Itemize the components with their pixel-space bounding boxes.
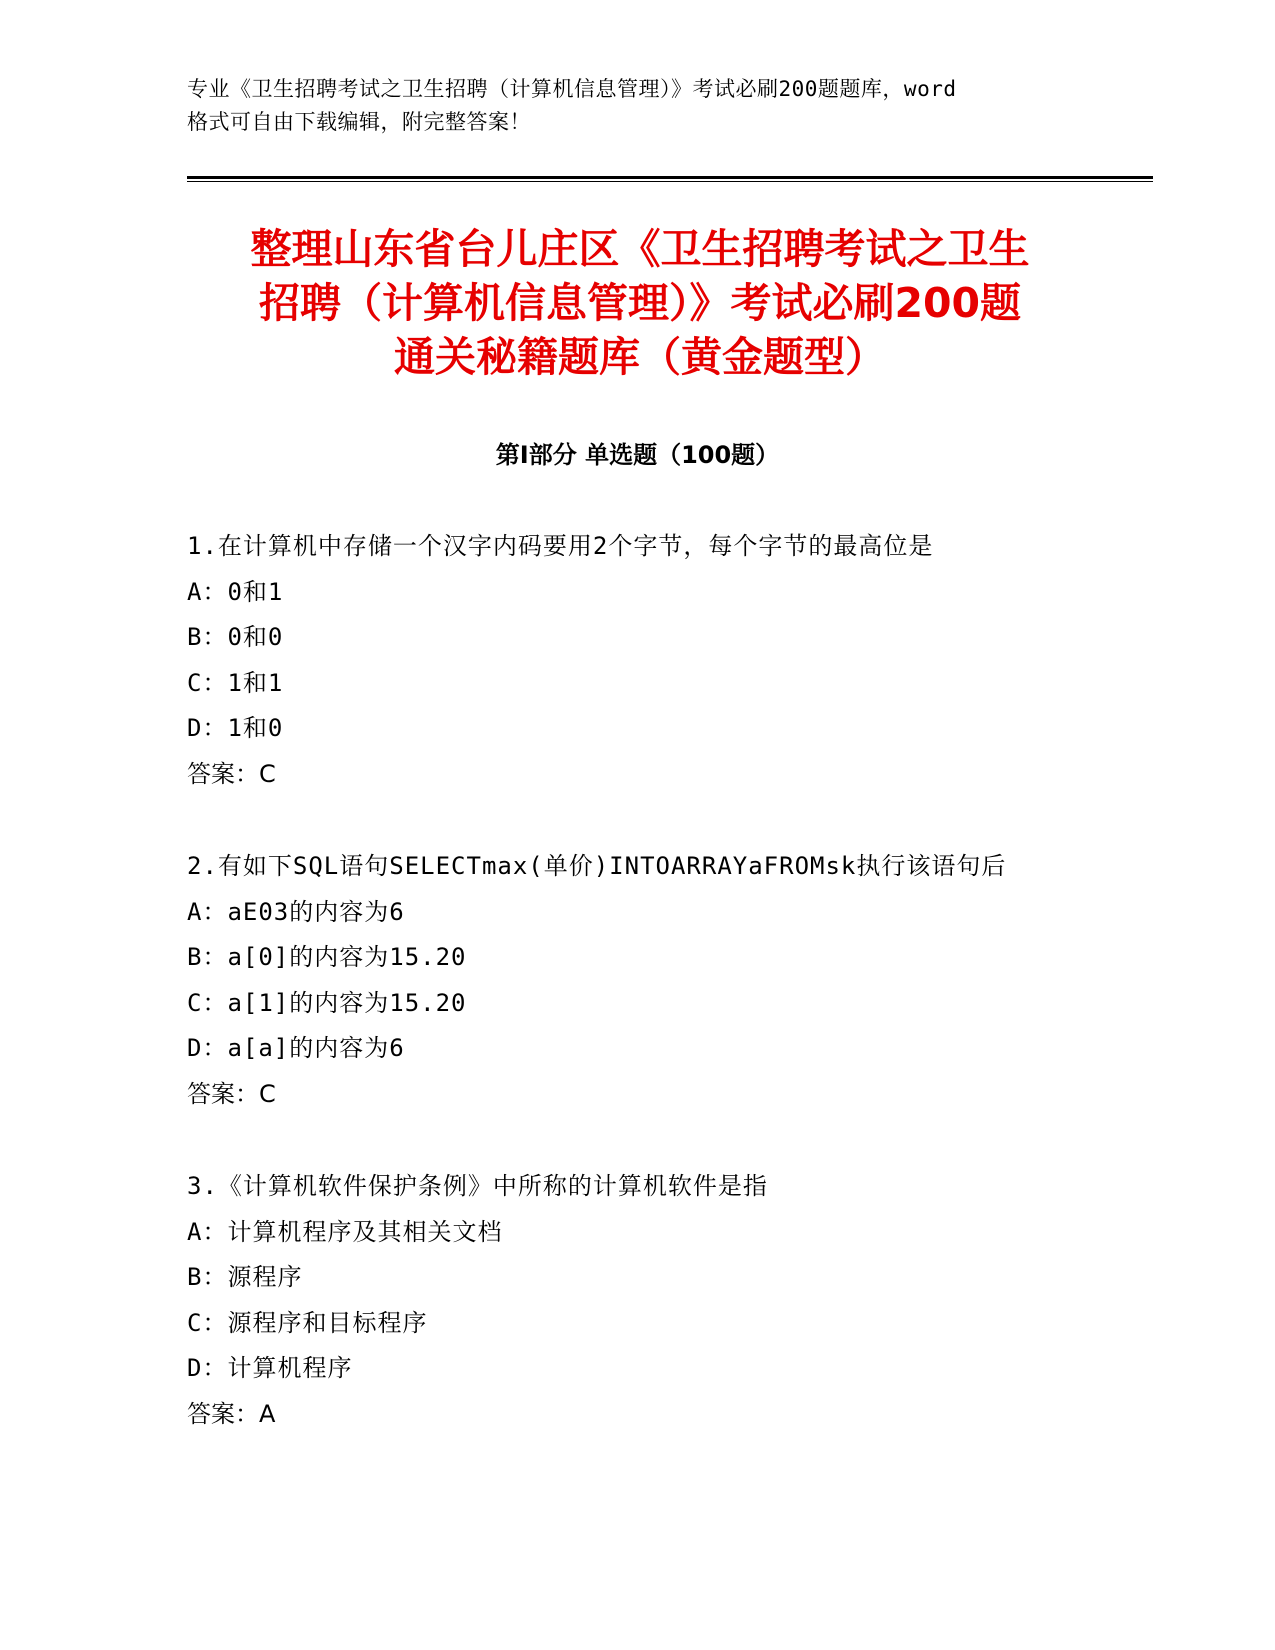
option-a: A：0和1 <box>187 577 284 606</box>
answer-text: 答案：C <box>187 1079 276 1108</box>
section-heading: 第Ⅰ部分 单选题（100题） <box>495 441 780 469</box>
document-title-line-1: 整理山东省台儿庄区《卫生招聘考试之卫生 <box>250 225 1030 273</box>
option-d: D：计算机程序 <box>187 1354 353 1382</box>
question-block <box>187 1164 1107 1437</box>
question-stem: 1.在计算机中存储一个汉字内码要用2个字节，每个字节的最高位是 <box>187 532 934 560</box>
answer-text: 答案：A <box>187 1399 276 1428</box>
option-d: D：a[a]的内容为6 <box>187 1034 405 1062</box>
option-c: C：源程序和目标程序 <box>187 1308 428 1337</box>
question-stem: 3.《计算机软件保护条例》中所称的计算机软件是指 <box>187 1172 768 1200</box>
document-title-line-2: 招聘（计算机信息管理）》考试必刷200题 <box>258 279 1022 327</box>
header-note <box>187 73 1087 139</box>
answer-text: 答案：C <box>187 759 276 788</box>
option-c: C：a[1]的内容为15.20 <box>187 988 467 1017</box>
option-b: B：a[0]的内容为15.20 <box>187 943 467 971</box>
document-title-line-3: 通关秘籍题库（黄金题型） <box>394 333 886 381</box>
question-block <box>187 844 1107 1117</box>
header-note-line-2: 格式可自由下载编辑，附完整答案！ <box>187 110 531 134</box>
question-stem: 2.有如下SQL语句SELECTmax(单价)INTOARRAYaFROMsk执行该语句后 <box>187 852 1007 880</box>
option-b: B：源程序 <box>187 1263 303 1291</box>
header-note-line-1: 专业《卫生招聘考试之卫生招聘（计算机信息管理）》考试必刷200题题库，word <box>187 77 957 101</box>
option-d: D：1和0 <box>187 714 284 742</box>
header-divider-thin <box>187 181 1153 182</box>
header-divider-thick <box>187 176 1153 179</box>
option-c: C：1和1 <box>187 668 284 697</box>
option-a: A：aE03的内容为6 <box>187 897 405 926</box>
option-a: A：计算机程序及其相关文档 <box>187 1217 503 1246</box>
question-block <box>187 524 1107 797</box>
document-title <box>190 222 1090 384</box>
option-b: B：0和0 <box>187 623 284 651</box>
